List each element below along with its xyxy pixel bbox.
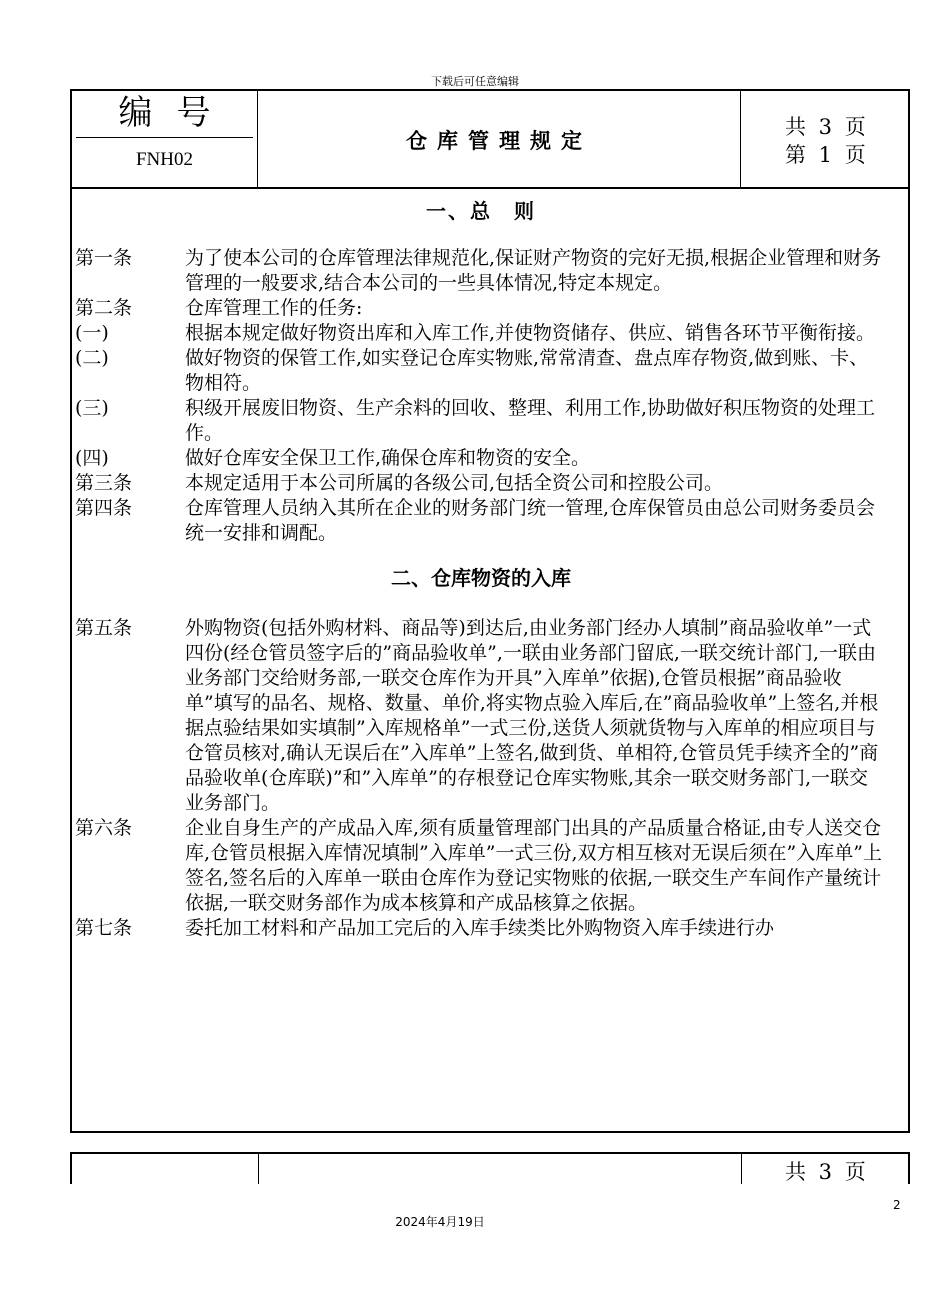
next-page-header <box>70 1152 910 1184</box>
divider <box>258 1154 259 1184</box>
article-6 <box>75 816 887 916</box>
article-5 <box>75 616 887 816</box>
current-page: 第 1 页 <box>785 143 869 167</box>
article-2 <box>75 296 887 321</box>
task-item-1 <box>75 321 887 346</box>
article-label: 第四条 <box>75 497 133 519</box>
article-text: 外购物资(包括外购材料、商品等)到达后,由业务部门经办人填制”商品验收单”一式四份(经仓管员签字后的”商品验收单”,一联由业务部门留底,一联交统计部门,一联由业务部门交给财务部,一联交仓库作为开具”入库单”依据),仓管员根据”商品验收单”填写的品名、规格、数量、单价,将实物点验入库后,在”商品验收单”上签名,并根据点验结果如实填制”入库规格单”一式三份,送货人须就货物与入库单的相应项目与仓管员核对,确认无误后在”入库单”上签名,做到货、单相符,仓管员凭手续齐全的”商品验收单(仓库联)”和”入库单”的存根登记仓库实物账,其余一联交财务部门,一联交业务部门。 <box>185 617 879 814</box>
item-label: (二) <box>75 347 109 369</box>
divider <box>741 1154 742 1184</box>
footer-total-pages: 共 3 页 <box>785 1160 869 1184</box>
article-7 <box>75 916 887 941</box>
document-code: FNH02 <box>135 149 193 170</box>
code-divider <box>76 137 253 138</box>
article-text: 为了使本公司的仓库管理法律规范化,保证财产物资的完好无损,根据企业管理和财务管理的一般要求,结合本公司的一些具体情况,特定本规定。 <box>185 247 882 294</box>
total-pages: 共 3 页 <box>785 115 869 139</box>
article-4 <box>75 496 887 546</box>
page-number: 2 <box>893 1198 901 1212</box>
article-1 <box>75 246 887 296</box>
code-cell <box>72 91 258 187</box>
task-item-3 <box>75 396 887 446</box>
article-text: 本规定适用于本公司所属的各级公司,包括全资公司和控股公司。 <box>185 472 724 494</box>
top-note: 下载后可任意编辑 <box>431 75 519 88</box>
article-label: 第二条 <box>75 297 133 319</box>
item-text: 做好仓库安全保卫工作,确保仓库和物资的安全。 <box>185 447 591 469</box>
article-label: 第六条 <box>75 817 133 839</box>
article-text: 企业自身生产的产成品入库,须有质量管理部门出具的产品质量合格证,由专人送交仓库,仓管员根据入库情况填制”入库单”一式三份,双方相互核对无误后须在”入库单”上签名,签名后的入库单一联由仓库作为登记实物账的依据,一联交生产车间作产量统计依据,一联交财务部作为成本核算和产成品核算之依据。 <box>185 817 882 914</box>
article-text: 仓库管理工作的任务: <box>185 297 363 319</box>
title-cell <box>258 91 741 187</box>
item-label: (三) <box>75 397 109 419</box>
article-label: 第三条 <box>75 472 133 494</box>
biaohao-label: 编号 <box>118 93 235 133</box>
article-text: 委托加工材料和产品加工完后的入库手续类比外购物资入库手续进行办 <box>185 917 775 939</box>
item-label: (四) <box>75 447 109 469</box>
page-info-cell <box>741 91 908 187</box>
document-body <box>75 199 887 941</box>
article-label: 第五条 <box>75 617 133 639</box>
header-table <box>72 91 908 189</box>
item-text: 积级开展废旧物资、生产余料的回收、整理、利用工作,协助做好积压物资的处理工作。 <box>185 397 876 444</box>
section-heading: 一、总 则 <box>426 199 536 223</box>
document-date: 2024年4月19日 <box>395 1215 485 1229</box>
document-frame <box>70 89 910 1133</box>
item-text: 做好物资的保管工作,如实登记仓库实物账,常常清查、盘点库存物资,做到账、卡、物相符。 <box>185 347 869 394</box>
document-title: 仓库管理规定 <box>406 129 592 153</box>
article-label: 第一条 <box>75 247 133 269</box>
article-text: 仓库管理人员纳入其所在企业的财务部门统一管理,仓库保管员由总公司财务委员会统一安排和调配。 <box>185 497 876 544</box>
item-label: (一) <box>75 322 109 344</box>
task-item-2 <box>75 346 887 396</box>
section-heading: 二、仓库物资的入库 <box>391 566 571 590</box>
article-label: 第七条 <box>75 917 133 939</box>
task-item-4 <box>75 446 887 471</box>
article-3 <box>75 471 887 496</box>
item-text: 根据本规定做好物资出库和入库工作,并使物资储存、供应、销售各环节平衡衔接。 <box>185 322 876 344</box>
